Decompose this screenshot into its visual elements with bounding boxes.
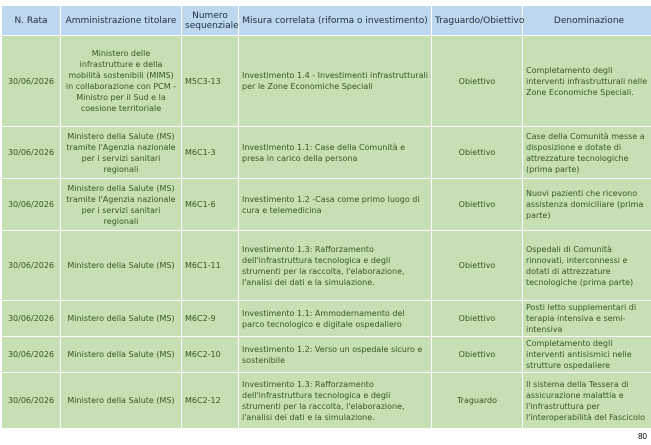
cell-tipo: Obiettivo [432,337,523,373]
cell-misura: Investimento 1.3: Rafforzamento dell'infrastruttura tecnologica e degli strumenti per la raccolta, l'elaborazione, l'analisi dei dati e la simulazione. [239,373,432,429]
cell-denominazione: Completamento degli interventi infrastrutturali nelle Zone Economiche Speciali. [523,36,651,127]
cell-denominazione: Completamento degli interventi antisismici nelle strutture ospedaliere [523,337,651,373]
cell-numero: M6C2-12 [182,373,239,429]
header-rata: N. Rata [2,6,61,36]
cell-numero: M6C2-9 [182,301,239,337]
cell-numero: M6C1-3 [182,127,239,179]
cell-misura: Investimento 1.1: Ammodernamento del parco tecnologico e digitale ospedaliero [239,301,432,337]
cell-denominazione: Case della Comunità messe a disposizione e dotate di attrezzature tecnologiche (prima parte) [523,127,651,179]
header-denominazione: Denominazione [523,6,651,36]
cell-amministrazione: Ministero della Salute (MS) [61,337,182,373]
table-row [2,231,651,301]
cell-rata: 30/06/2026 [2,301,61,337]
cell-numero: M6C2-10 [182,337,239,373]
cell-tipo: Obiettivo [432,36,523,127]
cell-denominazione: Nuovi pazienti che ricevono assistenza domiciliare (prima parte) [523,179,651,231]
cell-amministrazione: Ministero della Salute (MS) [61,231,182,301]
cell-numero: M5C3-13 [182,36,239,127]
cell-tipo: Obiettivo [432,127,523,179]
cell-rata: 30/06/2026 [2,337,61,373]
table-row [2,337,651,373]
table-row [2,127,651,179]
cell-misura: Investimento 1.1: Case della Comunità e presa in carico della persona [239,127,432,179]
cell-rata: 30/06/2026 [2,373,61,429]
table-header-row [2,6,651,36]
cell-denominazione: Il sistema della Tessera di assicurazione malattia e l'infrastruttura per l'interoperabilità del Fascicolo [523,373,651,429]
milestones-table [1,5,651,429]
cell-numero: M6C1-11 [182,231,239,301]
cell-amministrazione: Ministero della Salute (MS) [61,373,182,429]
cell-amministrazione: Ministero della Salute (MS) tramite l'Agenzia nazionale per i servizi sanitari regionali [61,127,182,179]
cell-tipo: Obiettivo [432,179,523,231]
cell-misura: Investimento 1.2: Verso un ospedale sicuro e sostenibile [239,337,432,373]
cell-amministrazione: Ministero delle infrastrutture e della mobilità sostenibili (MIMS) in collaborazione con PCM - Ministro per il Sud e la coesione territoriale [61,36,182,127]
cell-denominazione: Ospedali di Comunità rinnovati, interconnessi e dotati di attrezzature tecnologiche (prima parte) [523,231,651,301]
cell-denominazione: Posti letto supplementari di terapia intensiva e semi-intensiva [523,301,651,337]
page-number: 80 [638,432,647,441]
cell-amministrazione: Ministero della Salute (MS) [61,301,182,337]
header-amministrazione: Amministrazione titolare [61,6,182,36]
cell-tipo: Obiettivo [432,301,523,337]
cell-misura: Investimento 1.2 -Casa come primo luogo di cura e telemedicina [239,179,432,231]
cell-rata: 30/06/2026 [2,36,61,127]
header-numero: Numero sequenziale [182,6,239,36]
cell-rata: 30/06/2026 [2,127,61,179]
table-row [2,179,651,231]
table-row [2,301,651,337]
header-misura: Misura correlata (riforma o investimento) [239,6,432,36]
cell-tipo: Traguardo [432,373,523,429]
table-row [2,36,651,127]
cell-numero: M6C1-6 [182,179,239,231]
table-row [2,373,651,429]
header-tipo: Traguardo/Obiettivo [432,6,523,36]
cell-rata: 30/06/2026 [2,179,61,231]
cell-tipo: Obiettivo [432,231,523,301]
cell-amministrazione: Ministero della Salute (MS) tramite l'Agenzia nazionale per i servizi sanitari regionali [61,179,182,231]
cell-rata: 30/06/2026 [2,231,61,301]
cell-misura: Investimento 1.3: Rafforzamento dell'infrastruttura tecnologica e degli strumenti per la raccolta, l'elaborazione, l'analisi dei dati e la simulazione. [239,231,432,301]
cell-misura: Investimento 1.4 - Investimenti infrastrutturali per le Zone Economiche Speciali [239,36,432,127]
